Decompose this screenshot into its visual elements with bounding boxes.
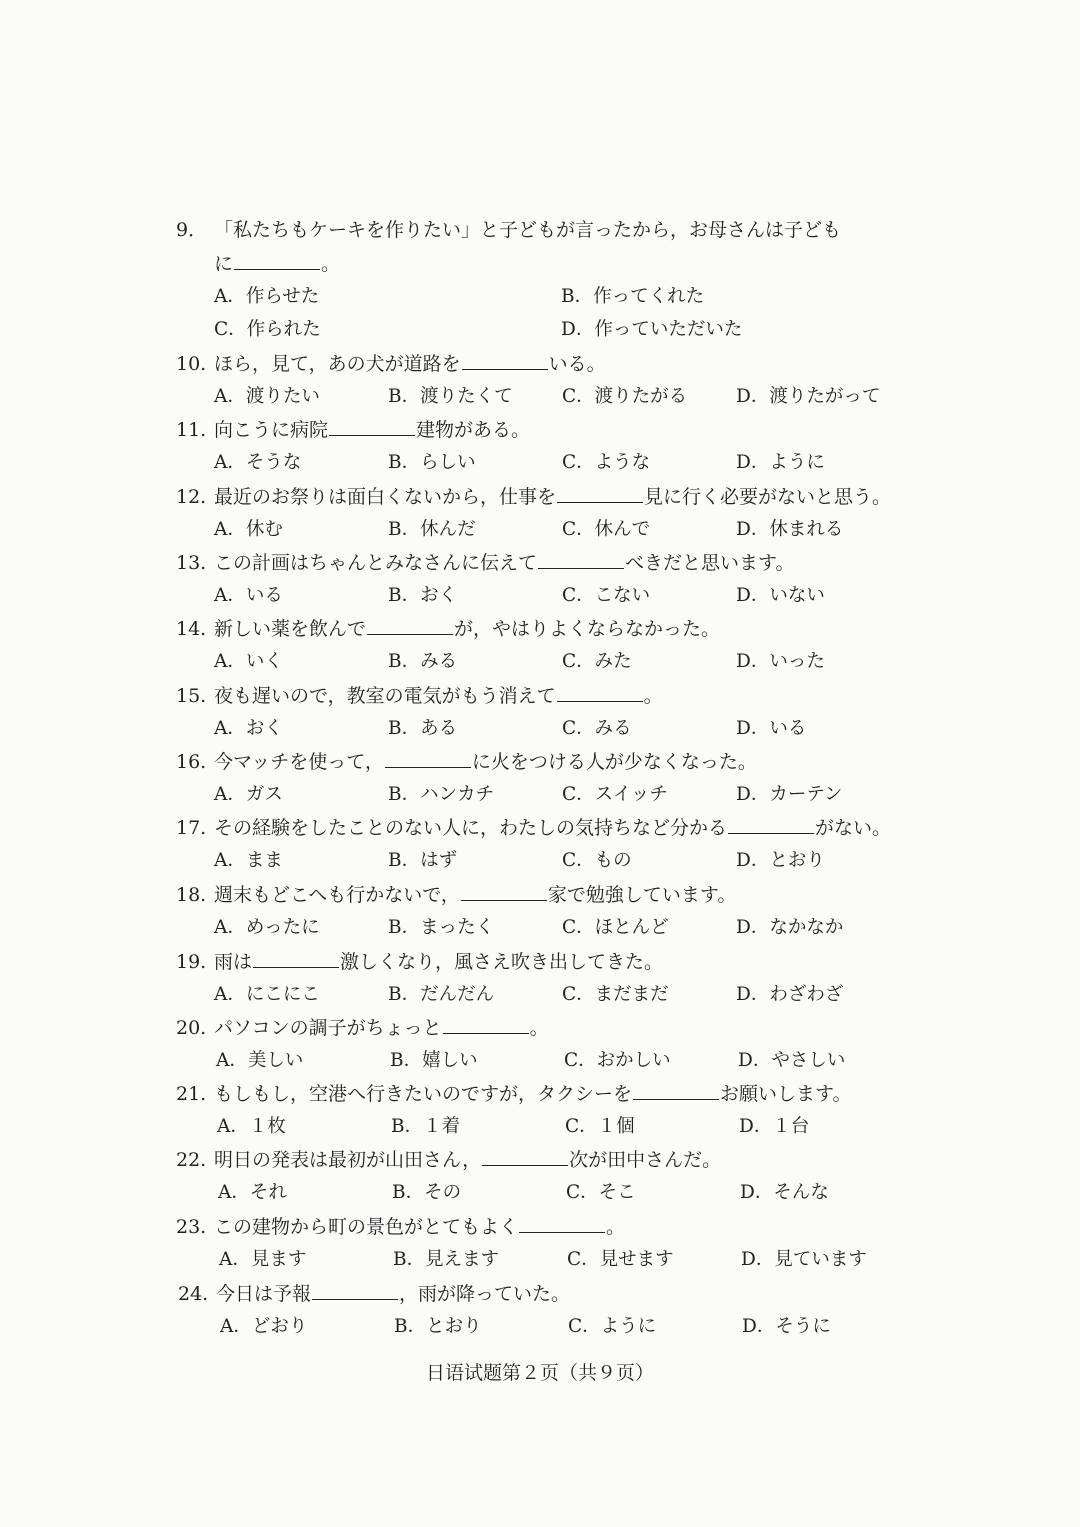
question-stem: 今日は予報 [216,1283,312,1305]
option-a[interactable]: A．休む [214,519,283,540]
answer-blank [234,253,320,270]
question-10-options [0,386,1080,410]
question-number: 19. [176,951,207,973]
question-stem-end: べきだと思います。 [625,552,795,574]
option-c[interactable]: C．まだまだ [562,984,669,1005]
option-a[interactable]: A．１枚 [217,1116,286,1137]
option-c[interactable]: C．みる [562,718,632,739]
answer-blank [385,751,471,768]
question-stem-continued: に [214,253,234,275]
question-stem-end: いる。 [548,353,606,375]
question-20-options [0,1050,1080,1074]
question-15-options [0,718,1080,742]
question-stem-end: 建物がある。 [416,419,531,441]
question-stem-end: 。 [606,1216,626,1238]
question-15 [176,685,663,707]
question-number: 23. [176,1216,207,1238]
question-stem: この建物から町の景色がとてもよく [214,1216,519,1238]
question-13-options [0,585,1080,609]
answer-blank [329,419,415,436]
question-24-options [0,1316,1080,1340]
option-b[interactable]: B．嬉しい [390,1050,478,1071]
option-b[interactable]: B．まったく [388,917,495,938]
question-24 [178,1283,570,1305]
question-10 [176,353,606,375]
question-22 [176,1149,721,1171]
question-9-options-row-2 [0,319,1080,343]
option-d[interactable]: D．そうに [742,1316,831,1337]
question-number: 13. [176,552,207,574]
option-a[interactable]: A．まま [214,850,283,871]
answer-blank [728,817,814,834]
option-b[interactable]: B．渡りたくて [388,386,513,407]
question-17-options [0,850,1080,874]
question-23 [176,1216,625,1238]
option-c[interactable]: C．おかしい [564,1050,671,1071]
question-14-options [0,651,1080,675]
option-d[interactable]: D．いる [736,718,807,739]
question-stem: 新しい薬を飲んで [214,618,367,640]
question-19-options [0,984,1080,1008]
option-c[interactable]: C．１個 [565,1116,635,1137]
question-number: 9． [176,219,208,241]
option-c[interactable]: C．ような [562,452,651,473]
option-b[interactable]: B．らしい [388,452,476,473]
question-14 [176,618,720,640]
option-a[interactable]: A．いる [214,585,283,606]
question-number: 24. [178,1283,209,1305]
option-b[interactable]: B．その [392,1182,462,1203]
question-number: 16. [176,751,207,773]
option-b[interactable]: B．みる [388,651,458,672]
option-d[interactable]: D．とおり [736,850,825,871]
question-23-options [0,1249,1080,1273]
question-9-continuation [214,253,340,275]
question-stem-end: 家で勉強しています。 [547,884,737,906]
question-number: 14. [176,618,207,640]
question-12-options [0,519,1080,543]
question-19 [176,951,663,973]
option-a[interactable]: A．いく [214,651,283,672]
option-a[interactable]: A．作らせた [214,286,320,307]
option-c[interactable]: C．作られた [214,319,321,340]
question-number: 10. [176,353,207,375]
question-17 [176,817,891,839]
answer-blank [443,1017,529,1034]
question-stem: この計画はちゃんとみなさんに伝えて [214,552,538,574]
page-footer: 日语试题第２页（共９页） [425,1362,654,1384]
option-b[interactable]: B．休んだ [388,519,476,540]
question-stem-end: 。 [321,253,341,275]
answer-blank [519,1216,605,1233]
question-number: 22. [176,1149,207,1171]
option-b[interactable]: B．とおり [394,1316,482,1337]
question-stem: 週末もどこへも行かないで， [214,884,460,906]
option-b[interactable]: B．見えます [393,1249,500,1270]
question-stem-end: 次が田中さんだ。 [569,1149,722,1171]
question-21-options [0,1116,1080,1140]
question-stem: 向こうに病院 [214,419,329,441]
option-b[interactable]: B．おく [388,585,458,606]
question-stem: ほら，見て，あの犬が道路を [214,353,461,375]
answer-blank [461,884,547,901]
option-d[interactable]: D．そんな [740,1182,829,1203]
question-stem-end: お願いします。 [720,1083,852,1105]
question-11-options [0,452,1080,476]
question-12 [176,486,891,508]
question-16 [176,751,757,773]
question-stem: 雨は [214,951,253,973]
question-13 [176,552,795,574]
question-stem-end: ，雨が降っていた。 [399,1283,571,1305]
option-b[interactable]: B．だんだん [388,984,495,1005]
question-stem: その経験をしたことのない人に，わたしの気持ちなど分かる [214,817,728,839]
question-number: 21. [176,1083,207,1105]
option-b[interactable]: B．はず [388,850,458,871]
question-stem-end: がない。 [815,817,892,839]
option-c[interactable]: C．休んで [562,519,651,540]
answer-blank [482,1149,568,1166]
question-number: 15. [176,685,207,707]
answer-blank [538,552,624,569]
option-c[interactable]: C．渡りたがる [562,386,688,407]
option-d[interactable]: D．休まれる [736,519,844,540]
option-d[interactable]: D．いない [736,585,825,606]
question-stem: 夜も遅いので，教室の電気がもう消えて [214,685,556,707]
question-stem-end: が，やはりよくならなかった。 [454,618,721,640]
option-c[interactable]: C．みた [562,651,632,672]
option-c[interactable]: C．ように [568,1316,657,1337]
answer-blank [312,1283,398,1300]
option-a[interactable]: A．ガス [214,784,283,805]
option-a[interactable]: A．にこにこ [214,984,320,1005]
question-18 [176,884,736,906]
option-a[interactable]: A．どおり [220,1316,308,1337]
option-d[interactable]: D．なかなか [736,917,844,938]
question-number: 20. [176,1017,207,1039]
option-c[interactable]: C．もの [562,850,632,871]
option-a[interactable]: A．めったに [214,917,320,938]
option-a[interactable]: A．おく [214,718,283,739]
question-18-options [0,917,1080,941]
question-stem: 明日の発表は最初が山田さん， [214,1149,482,1171]
option-c[interactable]: C．そこ [566,1182,636,1203]
option-d[interactable]: D．作っていただいた [561,319,743,340]
answer-blank [557,486,643,503]
option-d[interactable]: D．ように [736,452,825,473]
option-b[interactable]: B．１着 [391,1116,461,1137]
question-stem-end: 。 [643,685,663,707]
option-b[interactable]: B．作ってくれた [561,286,705,307]
answer-blank [557,685,643,702]
option-d[interactable]: D．見ています [741,1249,867,1270]
answer-blank [367,618,453,635]
question-16-options [0,784,1080,808]
question-number: 17. [176,817,207,839]
option-d[interactable]: D．１台 [739,1116,810,1137]
answer-blank [633,1083,719,1100]
question-20 [176,1017,549,1039]
option-a[interactable]: A．それ [218,1182,287,1203]
question-number: 18. [176,884,207,906]
question-stem-end: 。 [529,1017,549,1039]
question-11 [176,419,530,441]
question-stem: 「私たちもケーキを作りたい」と子どもが言ったから，お母さんは子ども [214,219,842,241]
option-b[interactable]: B．ある [388,718,458,739]
question-22-options [0,1182,1080,1206]
answer-blank [253,951,339,968]
option-d[interactable]: D．カーテン [736,784,843,805]
option-c[interactable]: C．スイッチ [562,784,668,805]
question-number: 12. [176,486,207,508]
question-stem: パソコンの調子がちょっと [214,1017,442,1039]
question-stem: 今マッチを使って， [214,751,384,773]
option-a[interactable]: A．そうな [214,452,302,473]
question-stem-end: 見に行く必要がないと思う。 [644,486,892,508]
option-d[interactable]: D．渡りたがって [736,386,881,407]
question-stem: 最近のお祭りは面白くないから，仕事を [214,486,557,508]
option-d[interactable]: D．やさしい [738,1050,846,1071]
question-9 [176,219,841,241]
option-a[interactable]: A．見ます [219,1249,307,1270]
question-stem: もしもし，空港へ行きたいのですが，タクシーを [214,1083,633,1105]
option-b[interactable]: B．ハンカチ [388,784,495,805]
option-c[interactable]: C．見せます [567,1249,674,1270]
option-c[interactable]: C．ほとんど [562,917,669,938]
option-d[interactable]: D．いった [736,651,825,672]
option-a[interactable]: A．渡りたい [214,386,320,407]
option-c[interactable]: C．こない [562,585,651,606]
option-a[interactable]: A．美しい [216,1050,304,1071]
question-9-options-row-1 [0,286,1080,310]
option-d[interactable]: D．わざわざ [736,984,844,1005]
question-stem-end: 激しくなり，風さえ吹き出してきた。 [340,951,664,973]
answer-blank [462,353,548,370]
question-stem-end: に火をつける人が少なくなった。 [471,751,757,773]
question-number: 11. [176,419,207,441]
question-21 [176,1083,852,1105]
